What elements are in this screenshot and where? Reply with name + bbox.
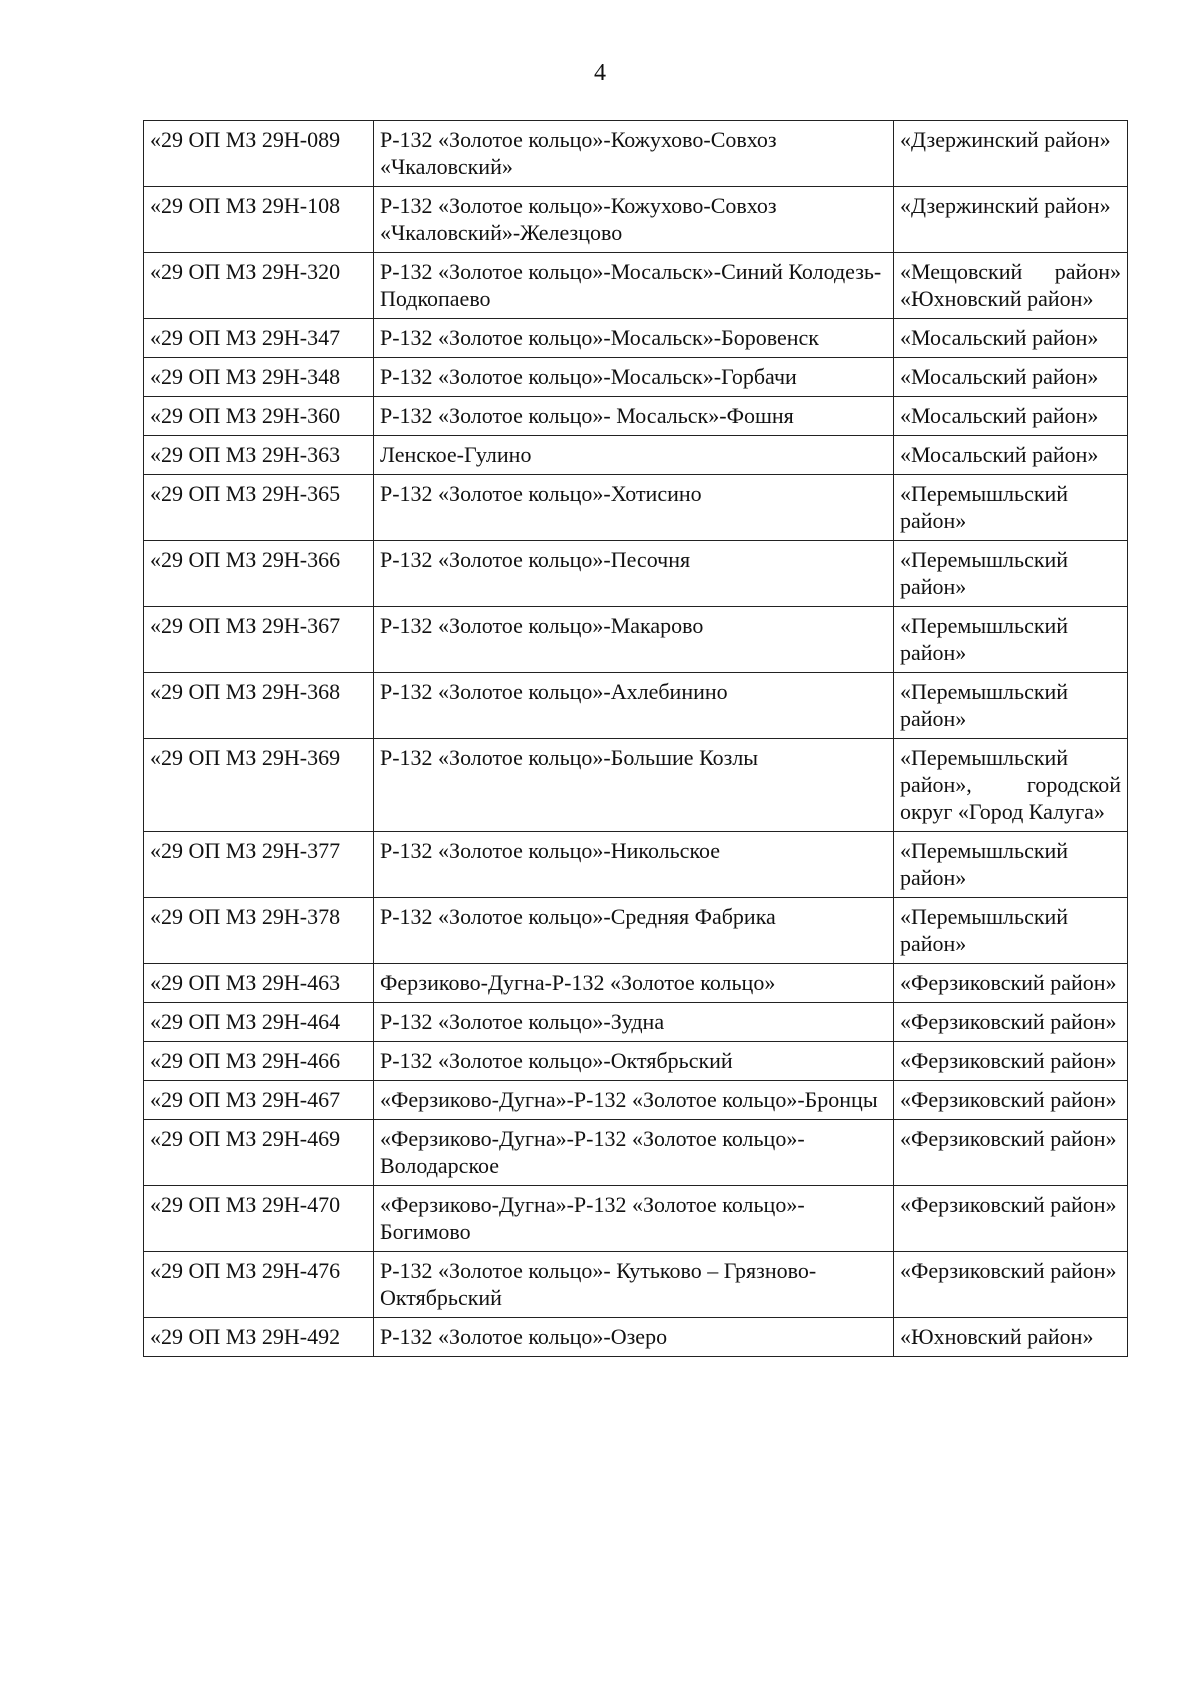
district-cell: «Мосальский район» — [894, 358, 1128, 397]
road-code-cell: «29 ОП МЗ 29Н-377 — [144, 832, 374, 898]
district-cell: «Ферзиковский район» — [894, 1120, 1128, 1186]
table-row — [144, 319, 1128, 358]
page-number: 4 — [594, 60, 606, 86]
table-row — [144, 1042, 1128, 1081]
table-row — [144, 541, 1128, 607]
road-name-cell: Р-132 «Золотое кольцо»-Зудна — [374, 1003, 894, 1042]
table-row — [144, 1186, 1128, 1252]
district-cell: «Перемышльский район» — [894, 832, 1128, 898]
road-name-cell: Р-132 «Золотое кольцо»-Мосальск»-Синий Колодезь-Подкопаево — [374, 253, 894, 319]
table-row — [144, 1252, 1128, 1318]
road-code-cell: «29 ОП МЗ 29Н-469 — [144, 1120, 374, 1186]
road-code-cell: «29 ОП МЗ 29Н-320 — [144, 253, 374, 319]
road-name-cell: Р-132 «Золотое кольцо»- Кутьково – Грязново-Октябрьский — [374, 1252, 894, 1318]
road-code-cell: «29 ОП МЗ 29Н-492 — [144, 1318, 374, 1357]
table-row — [144, 475, 1128, 541]
road-code-cell: «29 ОП МЗ 29Н-467 — [144, 1081, 374, 1120]
district-cell: «Перемышльский район» — [894, 541, 1128, 607]
road-code-cell: «29 ОП МЗ 29Н-476 — [144, 1252, 374, 1318]
district-cell: «Ферзиковский район» — [894, 1081, 1128, 1120]
road-code-cell: «29 ОП МЗ 29Н-463 — [144, 964, 374, 1003]
district-cell: «Ферзиковский район» — [894, 964, 1128, 1003]
district-cell: «Мосальский район» — [894, 397, 1128, 436]
road-code-cell: «29 ОП МЗ 29Н-363 — [144, 436, 374, 475]
road-code-cell: «29 ОП МЗ 29Н-367 — [144, 607, 374, 673]
district-cell: «Ферзиковский район» — [894, 1186, 1128, 1252]
road-code-cell: «29 ОП МЗ 29Н-369 — [144, 739, 374, 832]
table-row — [144, 964, 1128, 1003]
roads-table — [143, 120, 1128, 1357]
road-name-cell: Р-132 «Золотое кольцо»-Кожухово-Совхоз «Чкаловский» — [374, 121, 894, 187]
district-cell: «Мосальский район» — [894, 319, 1128, 358]
road-name-cell: «Ферзиково-Дугна»-Р-132 «Золотое кольцо»-Бронцы — [374, 1081, 894, 1120]
roads-table-body — [144, 121, 1128, 1357]
road-name-cell: Р-132 «Золотое кольцо»-Ахлебинино — [374, 673, 894, 739]
table-row — [144, 187, 1128, 253]
road-name-cell: Ферзиково-Дугна-Р-132 «Золотое кольцо» — [374, 964, 894, 1003]
road-code-cell: «29 ОП МЗ 29Н-365 — [144, 475, 374, 541]
district-cell: «Перемышльский район» — [894, 607, 1128, 673]
table-row — [144, 358, 1128, 397]
table-row — [144, 739, 1128, 832]
road-code-cell: «29 ОП МЗ 29Н-108 — [144, 187, 374, 253]
table-row — [144, 607, 1128, 673]
road-code-cell: «29 ОП МЗ 29Н-348 — [144, 358, 374, 397]
road-name-cell: Р-132 «Золотое кольцо»-Большие Козлы — [374, 739, 894, 832]
table-row — [144, 253, 1128, 319]
table-row — [144, 832, 1128, 898]
road-code-cell: «29 ОП МЗ 29Н-360 — [144, 397, 374, 436]
table-row — [144, 397, 1128, 436]
district-cell: «Дзержинский район» — [894, 121, 1128, 187]
road-name-cell: Р-132 «Золотое кольцо»-Средняя Фабрика — [374, 898, 894, 964]
road-name-cell: «Ферзиково-Дугна»-Р-132 «Золотое кольцо»-Богимово — [374, 1186, 894, 1252]
table-row — [144, 1003, 1128, 1042]
table-row — [144, 673, 1128, 739]
district-cell: «Перемышльский район» — [894, 475, 1128, 541]
road-name-cell: Р-132 «Золотое кольцо»-Кожухово-Совхоз «Чкаловский»-Железцово — [374, 187, 894, 253]
district-cell: «Ферзиковский район» — [894, 1003, 1128, 1042]
district-cell: «Ферзиковский район» — [894, 1042, 1128, 1081]
table-row — [144, 1081, 1128, 1120]
road-name-cell: Р-132 «Золотое кольцо»-Никольское — [374, 832, 894, 898]
district-cell: «Мосальский район» — [894, 436, 1128, 475]
road-name-cell: Ленское-Гулино — [374, 436, 894, 475]
table-row — [144, 1120, 1128, 1186]
table-row — [144, 1318, 1128, 1357]
district-cell: «Дзержинский район» — [894, 187, 1128, 253]
district-cell: «Ферзиковский район» — [894, 1252, 1128, 1318]
road-name-cell: Р-132 «Золотое кольцо»-Хотисино — [374, 475, 894, 541]
road-code-cell: «29 ОП МЗ 29Н-089 — [144, 121, 374, 187]
road-code-cell: «29 ОП МЗ 29Н-347 — [144, 319, 374, 358]
district-cell: «Перемышльский район» — [894, 673, 1128, 739]
road-name-cell: Р-132 «Золотое кольцо»-Мосальск»-Горбачи — [374, 358, 894, 397]
road-code-cell: «29 ОП МЗ 29Н-464 — [144, 1003, 374, 1042]
road-code-cell: «29 ОП МЗ 29Н-378 — [144, 898, 374, 964]
road-code-cell: «29 ОП МЗ 29Н-466 — [144, 1042, 374, 1081]
table-row — [144, 898, 1128, 964]
road-name-cell: Р-132 «Золотое кольцо»-Озеро — [374, 1318, 894, 1357]
district-cell: «Перемышльский район» — [894, 898, 1128, 964]
district-cell: «Перемышльский район», городской округ «Город Калуга» — [894, 739, 1128, 832]
table-row — [144, 121, 1128, 187]
road-code-cell: «29 ОП МЗ 29Н-366 — [144, 541, 374, 607]
road-name-cell: Р-132 «Золотое кольцо»-Мосальск»-Боровенск — [374, 319, 894, 358]
road-code-cell: «29 ОП МЗ 29Н-470 — [144, 1186, 374, 1252]
district-cell: «Юхновский район» — [894, 1318, 1128, 1357]
road-name-cell: Р-132 «Золотое кольцо»-Октябрьский — [374, 1042, 894, 1081]
road-code-cell: «29 ОП МЗ 29Н-368 — [144, 673, 374, 739]
road-name-cell: «Ферзиково-Дугна»-Р-132 «Золотое кольцо»-Володарское — [374, 1120, 894, 1186]
district-cell: «Мещовский район» «Юхновский район» — [894, 253, 1128, 319]
road-name-cell: Р-132 «Золотое кольцо»-Макарово — [374, 607, 894, 673]
road-name-cell: Р-132 «Золотое кольцо»-Песочня — [374, 541, 894, 607]
road-name-cell: Р-132 «Золотое кольцо»- Мосальск»-Фошня — [374, 397, 894, 436]
table-row — [144, 436, 1128, 475]
